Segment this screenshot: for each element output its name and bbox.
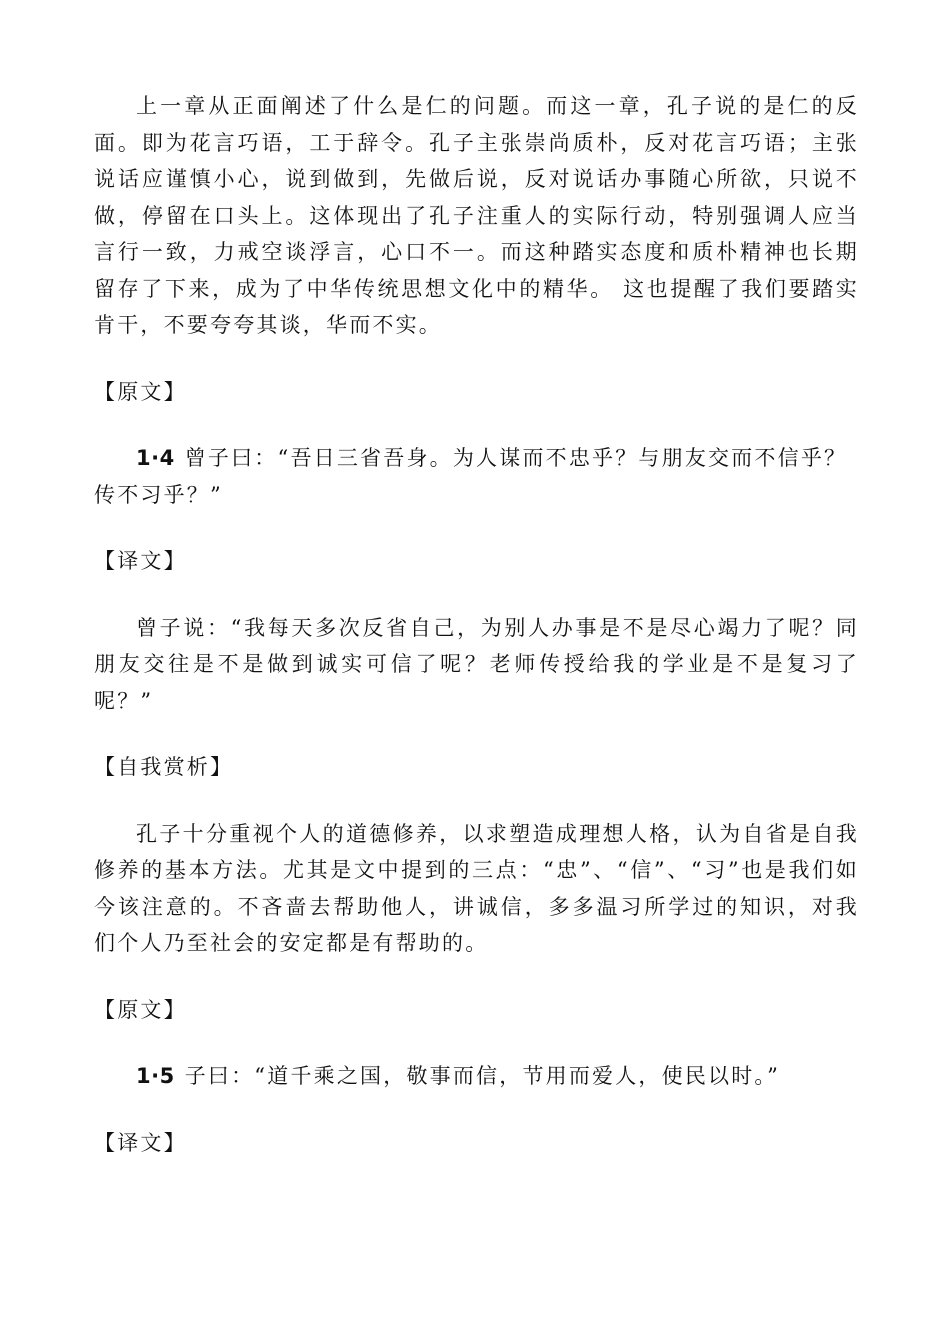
analysis-paragraph: 孔子十分重视个人的道德修养，以求塑造成理想人格，认为自省是自我修养的基本方法。尤其是文中提到的三点：“忠”、“信”、“习”也是我们如今该注意的。不吝啬去帮助他人，讲诚信，多多温习所学过的知识，对我们个人乃至社会的安定都是有帮助的。 — [94, 821, 859, 955]
spacer — [94, 580, 859, 610]
spacer — [94, 344, 859, 374]
section-heading-translation: 【译文】 — [94, 549, 187, 573]
verse-text: 曾子曰：“吾日三省吾身。为人谋而不忠乎？与朋友交而不信乎？传不习乎？” — [94, 446, 848, 507]
verse-text: 子曰：“道千乘之国，敬事而信，节用而爱人，使民以时。” — [184, 1064, 781, 1088]
translation-paragraph: 曾子说：“我每天多次反省自己，为别人办事是不是尽心竭力了呢？同朋友交往是不是做到诚实可信了呢？老师传授给我的学业是不是复习了呢？” — [94, 615, 859, 713]
spacer — [94, 1095, 859, 1125]
verse-1-4 — [94, 440, 859, 513]
section-heading-self-analysis: 【自我赏析】 — [94, 755, 234, 779]
spacer — [94, 719, 859, 749]
commentary-paragraph: 上一章从正面阐述了什么是仁的问题。而这一章，孔子说的是仁的反面。即为花言巧语，工于辞令。孔子主张崇尚质朴，反对花言巧语；主张说话应谨慎小心，说到做到，先做后说，反对说话办事随心所欲，只说不做，停留在口头上。这体现出了孔子注重人的实际行动，特别强调人应当言行一致，力戒空谈浮言，心口不一。而这种踏实态度和质朴精神也长期留存了下来，成为了中华传统思想文化中的精华。 这也提醒了我们要踏实肯干，不要夸夸其谈，华而不实。 — [94, 94, 859, 337]
section-heading-original-text: 【原文】 — [94, 379, 187, 404]
spacer — [94, 962, 859, 992]
verse-number: 1·4 — [136, 446, 175, 470]
spacer — [94, 513, 859, 543]
section-heading-translation: 【译文】 — [94, 1130, 187, 1155]
verse-number: 1·5 — [136, 1064, 175, 1088]
spacer — [94, 786, 859, 816]
section-heading-original-text: 【原文】 — [94, 997, 187, 1022]
spacer — [94, 1028, 859, 1058]
spacer — [94, 410, 859, 440]
verse-1-5 — [94, 1058, 859, 1095]
document-page — [94, 88, 859, 1161]
